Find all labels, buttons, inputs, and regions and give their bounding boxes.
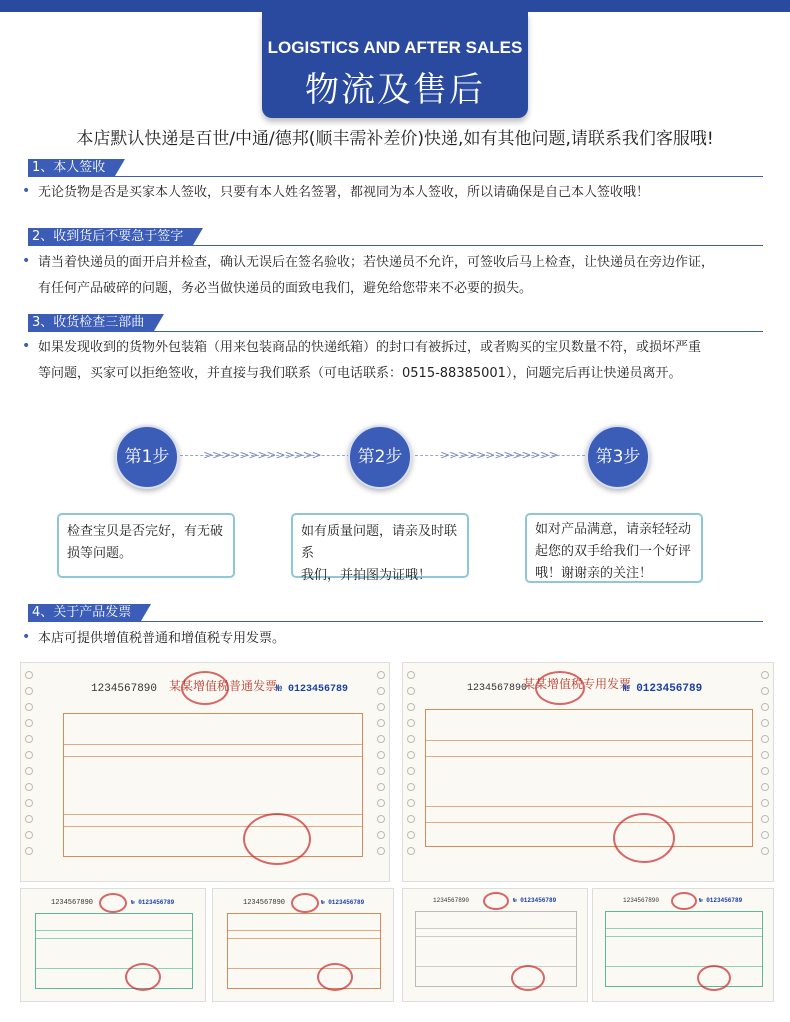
invoice-serial: № 0123456789 — [276, 684, 349, 695]
step-3-line: 哦！谢谢亲的关注！ — [535, 566, 653, 581]
invoice-code: 1234567890 — [243, 899, 286, 907]
invoice-image-general — [20, 662, 390, 882]
invoice-code: 1234567890 — [623, 897, 660, 904]
section-1-tag: 1、本人签收 — [28, 159, 115, 176]
section-2-line: 请当着快递员的面开启并检查，确认无误后在签名验收；若快递员不允许，可签收后马上检查，让快递员在旁边作证， — [38, 255, 715, 270]
invoice-serial: № 0123456789 — [699, 897, 743, 904]
banner-title-en: LOGISTICS AND AFTER SALES — [267, 38, 523, 57]
section-4-line: 本店可提供增值税普通和增值税专用发票。 — [38, 631, 286, 646]
section-3-line: 等问题，买家可以拒绝签收，并直接与我们联系（可电话联系：0515-88385001），问题完后再让快递员离开。 — [38, 366, 682, 381]
section-2-text — [38, 250, 758, 302]
header-banner — [262, 12, 528, 118]
invoice-table — [227, 913, 381, 989]
step-2-line: 我们，并拍图为证哦！ — [301, 568, 432, 583]
section-4-tag: 4、关于产品发票 — [28, 604, 141, 621]
step-3-line: 如对产品满意，请亲轻轻动 — [535, 522, 692, 537]
section-2-line: 有任何产品破碎的问题，务必当做快递员的面致电我们，避免给您带来不必要的损失。 — [38, 281, 533, 296]
section-3-divider — [28, 331, 763, 332]
tractor-holes — [23, 663, 35, 881]
invoice-table — [415, 911, 577, 987]
section-4-text — [38, 626, 758, 652]
invoice-serial: № 0123456789 — [513, 897, 557, 904]
step-1-line: 检查宝贝是否完好，有无破 — [67, 524, 224, 539]
bullet-icon: • — [22, 338, 31, 354]
invoice-thumbnail — [20, 888, 206, 1002]
tractor-holes — [405, 663, 417, 881]
tractor-holes — [759, 663, 771, 881]
section-1-line: 无论货物是否是买家本人签收，只要有本人姓名签署，都视同为本人签收，所以请确保是自己本人签收哦！ — [38, 185, 650, 200]
invoice-table — [35, 913, 193, 989]
step-1-circle: 第1步 — [115, 425, 179, 489]
seal-stamp — [671, 892, 697, 910]
invoice-title: 某某增值税普通发票 — [169, 679, 278, 693]
invoice-thumbnail — [592, 888, 774, 1002]
seal-stamp — [99, 893, 127, 913]
step-2-line: 如有质量问题，请亲及时联系 — [301, 524, 458, 561]
seal-stamp — [697, 965, 731, 991]
invoice-code: 1234567890 — [433, 897, 470, 904]
invoice-image-special — [402, 662, 774, 882]
seal-stamp — [125, 963, 161, 991]
step-3-circle: 第3步 — [586, 425, 650, 489]
invoice-code: 1234567890 — [91, 683, 158, 695]
step-3-line: 起您的双手给我们一个好评 — [535, 544, 692, 559]
section-1-text — [38, 180, 758, 206]
invoice-serial: № 0123456789 — [623, 683, 703, 695]
arrow-icon: >>>>>>>>>>>>> — [440, 448, 558, 462]
invoice-thumbnail — [402, 888, 588, 1002]
section-2-tag: 2、收到货后不要急于签字 — [28, 228, 193, 245]
seal-stamp — [613, 813, 675, 863]
section-3-text — [38, 335, 758, 387]
step-3-box — [525, 513, 703, 583]
step-1-line: 损等问题。 — [67, 546, 133, 561]
step-2-box — [291, 513, 469, 583]
section-2-divider — [28, 245, 763, 246]
bullet-icon: • — [22, 629, 31, 645]
invoice-code: 1234567890 — [467, 683, 528, 694]
bullet-icon: • — [22, 183, 31, 199]
seal-stamp — [535, 671, 585, 705]
invoice-serial: № 0123456789 — [321, 899, 365, 906]
invoice-thumbnail — [212, 888, 394, 1002]
banner-title-cn: 物流及售后 — [305, 70, 485, 110]
invoice-code: 1234567890 — [51, 899, 94, 907]
top-bar — [0, 0, 790, 12]
step-1-box — [57, 513, 235, 578]
section-3-tag: 3、收货检查三部曲 — [28, 314, 154, 331]
section-3-line: 如果发现收到的货物外包装箱（用来包装商品的快递纸箱）的封口有被拆过，或者购买的宝贝数量不符，或损坏严重 — [38, 340, 702, 355]
invoice-serial: № 0123456789 — [131, 899, 175, 906]
seal-stamp — [291, 893, 319, 913]
shipping-notice: 本店默认快递是百世/中通/德邦(顺丰需补差价)快递,如有其他问题,请联系我们客服哦! — [76, 129, 714, 149]
invoice-table — [63, 713, 363, 857]
tractor-holes — [375, 663, 387, 881]
section-4-divider — [28, 621, 763, 622]
seal-stamp — [243, 813, 311, 865]
invoice-table — [425, 709, 753, 847]
seal-stamp — [511, 965, 545, 991]
invoice-title: 某某增值税专用发票 — [523, 677, 632, 691]
seal-stamp — [317, 963, 353, 991]
bullet-icon: • — [22, 253, 31, 269]
step-2-circle: 第2步 — [348, 425, 412, 489]
arrow-icon: >>>>>>>>>>>>> — [203, 448, 321, 462]
section-1-divider — [28, 176, 763, 177]
seal-stamp — [181, 671, 229, 705]
seal-stamp — [483, 892, 509, 910]
invoice-table — [605, 911, 763, 987]
